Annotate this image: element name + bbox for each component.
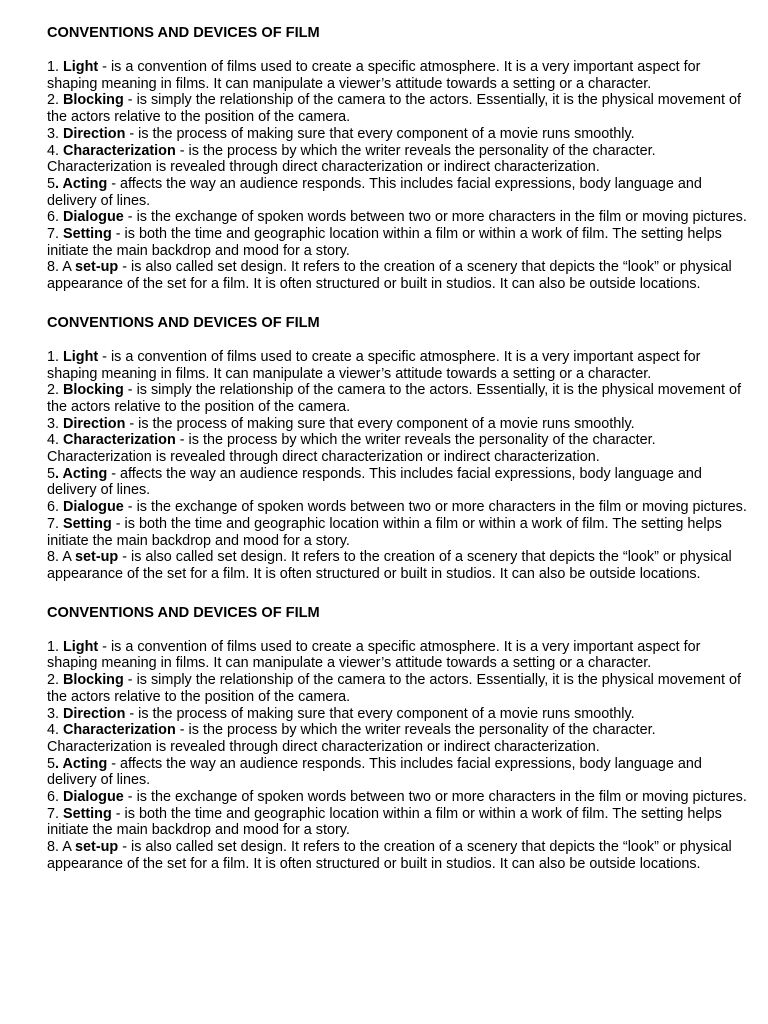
item-term: Direction bbox=[63, 415, 126, 432]
item-number: 4. bbox=[47, 142, 63, 159]
list-item-light bbox=[47, 349, 747, 382]
list-item-direction bbox=[47, 416, 747, 433]
list-item-blocking bbox=[47, 672, 747, 705]
list-item-acting bbox=[47, 466, 747, 499]
section-heading: CONVENTIONS AND DEVICES OF FILM bbox=[47, 314, 320, 331]
item-number: 3. bbox=[47, 125, 63, 142]
list-item-acting bbox=[47, 176, 747, 209]
item-text: - is also called set design. It refers to the creation of a scenery that depicts the “look” or physical appearance of the set for a film. It is often structured or built in studios. It can also be outside locations. bbox=[47, 839, 732, 872]
item-number: 7. bbox=[47, 515, 63, 532]
item-text: - is a convention of films used to create a specific atmosphere. It is a very important aspect for shaping meaning in films. It can manipulate a viewer’s attitude towards a setting or a character. bbox=[47, 59, 701, 92]
list-item-blocking bbox=[47, 382, 747, 415]
document-section bbox=[47, 604, 747, 873]
item-term: set-up bbox=[75, 259, 119, 276]
list-item-light bbox=[47, 639, 747, 672]
list-item-setting bbox=[47, 806, 747, 839]
item-number: 1. bbox=[47, 348, 63, 365]
item-number: 8. A bbox=[47, 549, 76, 566]
item-text: - is both the time and geographic location within a film or within a work of film. The setting helps initiate the main backdrop and mood for a story. bbox=[47, 515, 722, 549]
item-term: Light bbox=[63, 59, 99, 75]
list-item-setting bbox=[47, 226, 747, 259]
document-section bbox=[47, 314, 747, 583]
item-text: - is both the time and geographic location within a film or within a work of film. The setting helps initiate the main backdrop and mood for a story. bbox=[47, 226, 722, 259]
item-text: - is the process by which the writer reveals the personality of the character. Characterization is revealed through direct characterization or indirect characterization. bbox=[47, 432, 656, 466]
item-number: 7. bbox=[47, 805, 63, 822]
item-term: Setting bbox=[63, 226, 112, 243]
item-text: - is simply the relationship of the camera to the actors. Essentially, it is the physical movement of the actors relative to the position of the camera. bbox=[47, 92, 741, 126]
item-number: 6. bbox=[47, 209, 63, 226]
item-number: 5 bbox=[47, 175, 56, 192]
item-term: Blocking bbox=[63, 382, 124, 399]
item-text: - is the process of making sure that every component of a movie runs smoothly. bbox=[125, 705, 635, 722]
item-term: Characterization bbox=[63, 722, 176, 739]
item-number: 7. bbox=[47, 226, 63, 243]
item-term: . Acting bbox=[55, 465, 108, 482]
item-term: . Acting bbox=[55, 755, 108, 772]
item-number: 4. bbox=[47, 432, 63, 449]
item-text: - is both the time and geographic location within a film or within a work of film. The setting helps initiate the main backdrop and mood for a story. bbox=[47, 805, 722, 839]
list-item-direction bbox=[47, 126, 747, 143]
item-term: Dialogue bbox=[63, 499, 124, 516]
item-text: - is simply the relationship of the camera to the actors. Essentially, it is the physical movement of the actors relative to the position of the camera. bbox=[47, 672, 741, 705]
list-item-set-up bbox=[47, 839, 747, 872]
list-item-setting bbox=[47, 516, 747, 549]
list-item-light bbox=[47, 59, 747, 92]
item-text: - is also called set design. It refers to the creation of a scenery that depicts the “look” or physical appearance of the set for a film. It is often structured or built in studios. It can also be outside locations. bbox=[47, 259, 732, 293]
list-item-characterization bbox=[47, 722, 747, 755]
item-text: - is a convention of films used to create a specific atmosphere. It is a very important aspect for shaping meaning in films. It can manipulate a viewer’s attitude towards a setting or a character. bbox=[47, 348, 701, 382]
item-term: Blocking bbox=[63, 92, 124, 109]
item-text: - affects the way an audience responds. This includes facial expressions, body language and delivery of lines. bbox=[47, 175, 702, 209]
list-item-dialogue bbox=[47, 789, 747, 806]
item-term: Setting bbox=[63, 805, 112, 822]
item-term: set-up bbox=[75, 839, 119, 856]
item-term: Light bbox=[63, 348, 99, 365]
item-term: Light bbox=[63, 638, 99, 655]
item-text: - is also called set design. It refers to the creation of a scenery that depicts the “look” or physical appearance of the set for a film. It is often structured or built in studios. It can also be outside locations. bbox=[47, 549, 732, 582]
item-text: - is the exchange of spoken words between two or more characters in the film or moving pictures. bbox=[123, 209, 747, 226]
item-number: 5 bbox=[47, 465, 56, 482]
item-number: 6. bbox=[47, 789, 63, 806]
list-item-blocking bbox=[47, 92, 747, 125]
item-term: set-up bbox=[75, 549, 119, 566]
item-text: - affects the way an audience responds. This includes facial expressions, body language and delivery of lines. bbox=[47, 755, 702, 789]
list-item-characterization bbox=[47, 143, 747, 176]
item-text: - is the exchange of spoken words between two or more characters in the film or moving pictures. bbox=[123, 789, 747, 806]
item-number: 3. bbox=[47, 705, 63, 722]
item-number: 1. bbox=[47, 59, 63, 75]
item-term: Setting bbox=[63, 515, 112, 532]
item-text: - affects the way an audience responds. This includes facial expressions, body language and delivery of lines. bbox=[47, 465, 702, 499]
item-number: 6. bbox=[47, 499, 63, 516]
item-term: Characterization bbox=[63, 432, 176, 449]
list-item-set-up bbox=[47, 259, 747, 292]
item-term: Dialogue bbox=[63, 209, 124, 226]
list-item-dialogue bbox=[47, 499, 747, 516]
item-number: 2. bbox=[47, 92, 63, 109]
item-number: 3. bbox=[47, 415, 63, 432]
item-term: Direction bbox=[63, 125, 126, 142]
list-item-dialogue bbox=[47, 209, 747, 226]
item-term: . Acting bbox=[55, 175, 108, 192]
item-term: Blocking bbox=[63, 672, 124, 689]
list-item-characterization bbox=[47, 432, 747, 465]
item-text: - is the process by which the writer reveals the personality of the character. Characterization is revealed through direct characterization or indirect characterization. bbox=[47, 142, 656, 176]
item-text: - is simply the relationship of the camera to the actors. Essentially, it is the physical movement of the actors relative to the position of the camera. bbox=[47, 382, 741, 415]
list-item-set-up bbox=[47, 549, 747, 582]
document-section bbox=[47, 24, 747, 293]
item-term: Dialogue bbox=[63, 789, 124, 806]
item-text: - is the exchange of spoken words between two or more characters in the film or moving pictures. bbox=[123, 499, 747, 516]
document-page bbox=[47, 24, 747, 873]
item-text: - is the process of making sure that every component of a movie runs smoothly. bbox=[125, 415, 635, 432]
section-heading: CONVENTIONS AND DEVICES OF FILM bbox=[47, 604, 320, 621]
item-number: 2. bbox=[47, 382, 63, 399]
item-number: 1. bbox=[47, 638, 63, 655]
item-text: - is the process by which the writer reveals the personality of the character. Characterization is revealed through direct characterization or indirect characterization. bbox=[47, 722, 656, 755]
list-item-direction bbox=[47, 706, 747, 723]
item-number: 8. A bbox=[47, 839, 76, 856]
section-heading: CONVENTIONS AND DEVICES OF FILM bbox=[47, 25, 320, 41]
item-number: 2. bbox=[47, 672, 63, 689]
item-term: Characterization bbox=[63, 142, 176, 159]
item-number: 4. bbox=[47, 722, 63, 739]
item-number: 5 bbox=[47, 755, 56, 772]
item-term: Direction bbox=[63, 705, 126, 722]
item-text: - is the process of making sure that every component of a movie runs smoothly. bbox=[125, 125, 635, 142]
list-item-acting bbox=[47, 756, 747, 789]
item-number: 8. A bbox=[47, 259, 76, 276]
item-text: - is a convention of films used to create a specific atmosphere. It is a very important aspect for shaping meaning in films. It can manipulate a viewer’s attitude towards a setting or a character. bbox=[47, 638, 701, 672]
